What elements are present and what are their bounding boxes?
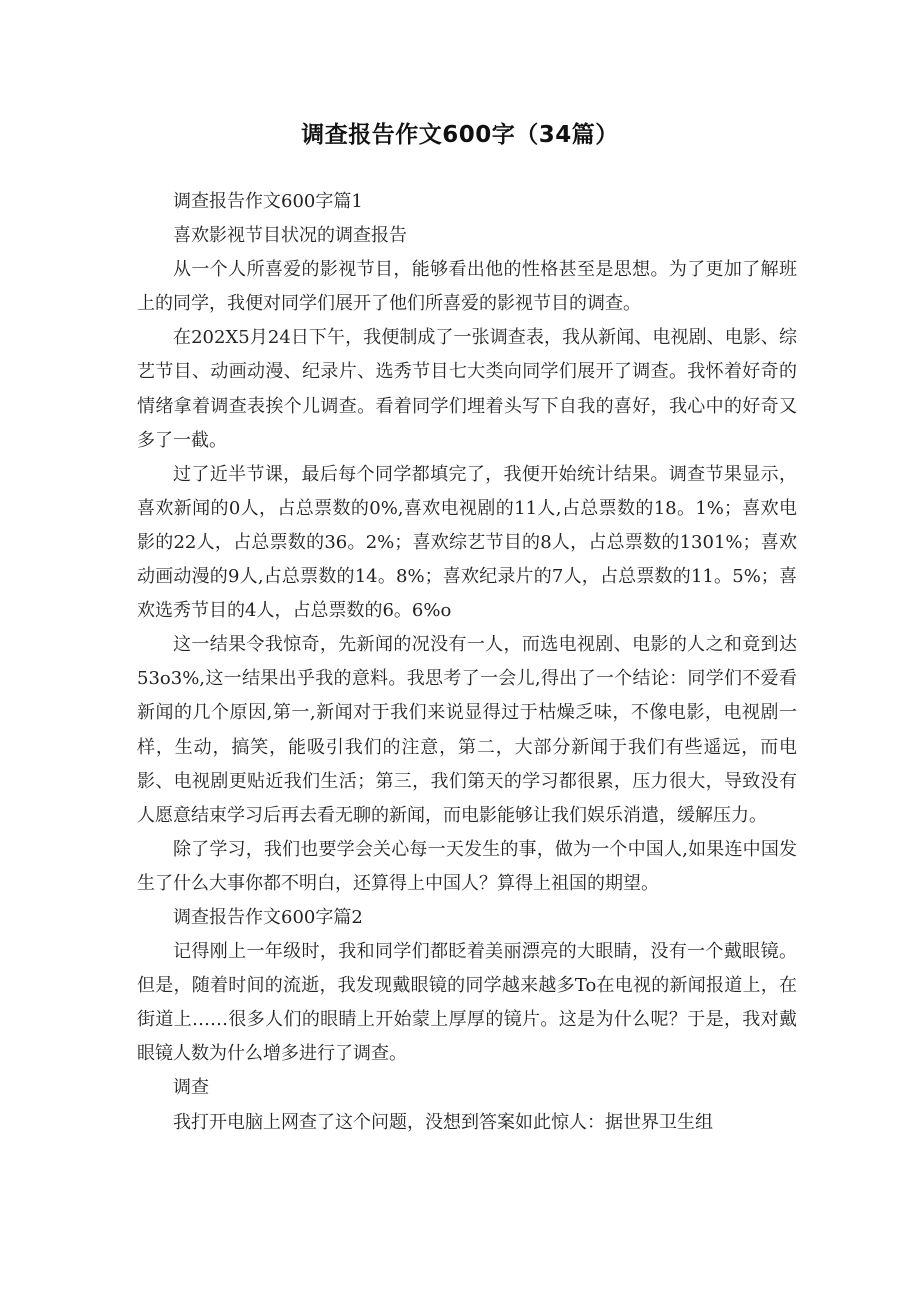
paragraph: 我打开电脑上网查了这个问题，没想到答案如此惊人：据世界卫生组 [173, 1111, 713, 1133]
paragraph: 在202X5月24日下午，我便制成了一张调查表，我从新闻、电视剧、电影、综艺节目、动画动漫、纪录片、选秀节目七大类向同学们展开了调查。我怀着好奇的情绪拿着调查表挨个儿调查。看着同学们埋着头写下自我的喜好，我心中的好奇又多了一截。 [137, 327, 797, 451]
section-heading: 调查报告作文600字篇2 [173, 906, 363, 928]
paragraph: 从一个人所喜爱的影视节目，能够看出他的性格甚至是思想。为了更加了解班上的同学，我便对同学们展开了他们所喜爱的影视节目的调查。 [137, 259, 797, 315]
document-title: 调查报告作文600字（34篇） [301, 122, 619, 148]
paragraph: 过了近半节课，最后每个同学都填完了，我便开始统计结果。调查节果显示，喜欢新闻的0人，占总票数的0%,喜欢电视剧的11人,占总票数的18。1%；喜欢电影的22人，占总票数的36。2%；喜欢综艺节目的8人，占总票数的1301%；喜欢动画动漫的9人,占总票数的14。8%；喜欢纪录片的7人，占总票数的11。5%；喜欢选秀节目的4人，占总票数的6。6%o [137, 463, 797, 622]
document-body [137, 185, 797, 1140]
paragraph: 记得刚上一年级时，我和同学们都眨着美丽漂亮的大眼睛，没有一个戴眼镜。但是，随着时间的流逝，我发现戴眼镜的同学越来越多To在电视的新闻报道上，在街道上……很多人们的眼睛上开始蒙上厚厚的镜片。这是为什么呢？于是，我对戴眼镜人数为什么增多进行了调查。 [137, 941, 797, 1065]
section-heading: 调查报告作文600字篇1 [173, 191, 363, 212]
paragraph: 这一结果令我惊奇，先新闻的况没有一人，而选电视剧、电影的人之和竟到达53o3%,这一结果出乎我的意料。我思考了一会儿,得出了一个结论：同学们不爱看新闻的几个原因,第一,新闻对于我们来说显得过于枯燥乏味，不像电影，电视剧一样，生动，搞笑，能吸引我们的注意，第二，大部分新闻于我们有些遥远，而电影、电视剧更贴近我们生活；第三，我们第天的学习都很累，压力很大，导致没有人愿意结束学习后再去看无聊的新闻，而电影能够让我们娱乐消遣，缓解压力。 [137, 634, 797, 826]
subheading: 调查 [173, 1077, 209, 1099]
paragraph: 除了学习，我们也要学会关心每一天发生的事，做为一个中国人,如果连中国发生了什么大事你都不明白，还算得上中国人？算得上祖国的期望。 [137, 838, 797, 894]
subtitle: 喜欢影视节目状况的调查报告 [173, 225, 407, 247]
